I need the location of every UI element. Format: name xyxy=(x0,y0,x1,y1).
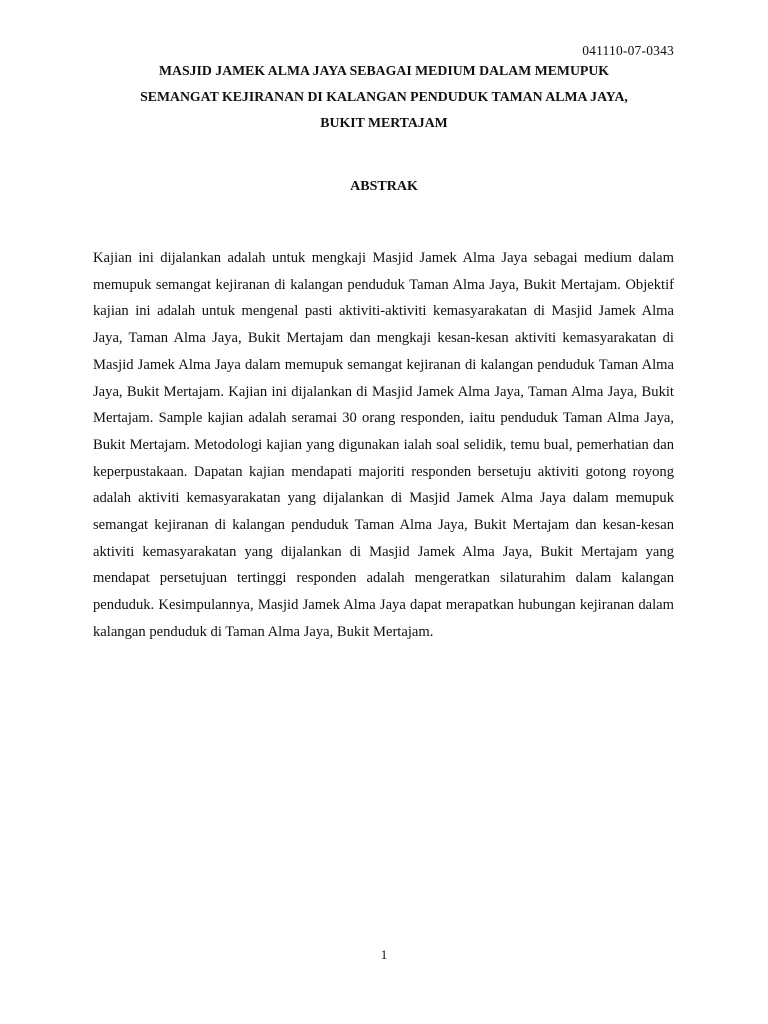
abstract-heading: ABSTRAK xyxy=(350,179,418,194)
abstract-body: Kajian ini dijalankan adalah untuk mengkaji Masjid Jamek Alma Jaya sebagai medium dalam memupuk semangat kejiranan di kalangan penduduk Taman Alma Jaya, Bukit Mertajam. Objektif kajian ini adalah untuk mengenal pasti aktiviti-aktiviti kemasyarakatan di Masjid Jamek Alma Jaya, Taman Alma Jaya, Bukit Mertajam dan mengkaji kesan-kesan aktiviti kemasyarakatan di Masjid Jamek Alma Jaya dalam memupuk semangat kejiranan di kalangan penduduk Taman Alma Jaya, Bukit Mertajam. Kajian ini dijalankan di Masjid Jamek Alma Jaya, Taman Alma Jaya, Bukit Mertajam. Sample kajian adalah seramai 30 orang responden, iaitu penduduk Taman Alma Jaya, Bukit Mertajam. Metodologi kajian yang digunakan ialah soal selidik, temu bual, pemerhatian dan keperpustakaan. Dapatan kajian mendapati majoriti responden bersetuju aktiviti gotong royong adalah aktiviti kemasyarakatan yang dijalankan di Masjid Jamek Alma Jaya dalam memupuk semangat kejiranan di kalangan penduduk Taman Alma Jaya, Bukit Mertajam dan kesan-kesan aktiviti kemasyarakatan yang dijalankan di Masjid Jamek Alma Jaya, Bukit Mertajam yang mendapat persetujuan tertinggi responden adalah mengeratkan silaturahim dalam kalangan penduduk. Kesimpulannya, Masjid Jamek Alma Jaya dapat merapatkan hubungan kejiranan dalam kalangan penduduk di Taman Alma Jaya, Bukit Mertajam. xyxy=(93,250,674,640)
page-number: 1 xyxy=(380,947,388,962)
document-title xyxy=(90,58,678,136)
title-line-2: SEMANGAT KEJIRANAN DI KALANGAN PENDUDUK TAMAN ALMA JAYA, xyxy=(140,89,628,104)
title-line-1: MASJID JAMEK ALMA JAYA SEBAGAI MEDIUM DALAM MEMUPUK xyxy=(158,63,610,78)
document-id: 041110-07-0343 xyxy=(582,43,674,58)
title-line-3: BUKIT MERTAJAM xyxy=(320,115,448,130)
